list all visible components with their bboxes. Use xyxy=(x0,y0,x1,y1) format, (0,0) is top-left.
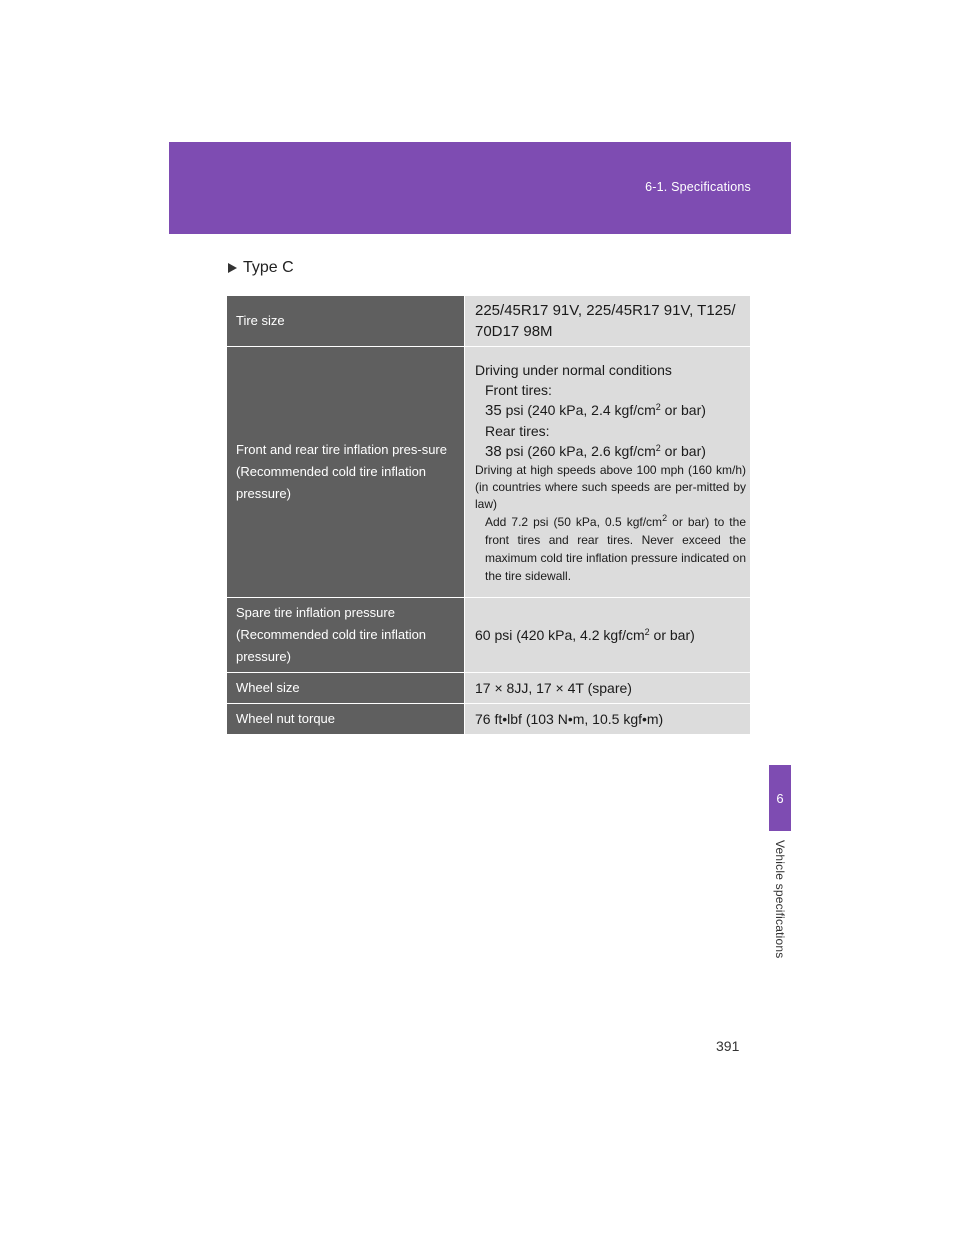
superscript: 2 xyxy=(662,512,668,523)
section-title: 6-1. Specifications xyxy=(645,180,751,194)
table-row xyxy=(227,347,750,598)
inflation-value xyxy=(465,347,751,598)
high-speed-note xyxy=(475,513,746,585)
rear-value: 38 xyxy=(485,442,502,460)
chapter-title: Vehicle specifications xyxy=(773,840,787,959)
triangle-bullet-icon xyxy=(228,263,237,273)
rear-unit: psi (260 kPa, 2.6 kgf/cm xyxy=(505,442,656,459)
chapter-number-tab: 6 xyxy=(769,765,791,831)
high-speed-text-start: Add 7.2 psi (50 kPa, 0.5 kgf/cm xyxy=(485,514,663,529)
spare-value-end: or bar) xyxy=(653,627,695,643)
high-speed-text-end: or bar) to the front tires and rear tires. Never exceed the maximum cold tire inflation pressure indicated on the tire sidewall. xyxy=(485,514,746,583)
table-row xyxy=(227,673,750,704)
tire-size-label: Tire size xyxy=(227,296,465,347)
page-number: 391 xyxy=(716,1038,740,1054)
rear-unit-end: or bar) xyxy=(664,442,706,459)
high-speed-heading: Driving at high speeds above 100 mph (160 km/h) (in countries where such speeds are per-mitted by law) xyxy=(475,462,746,511)
spare-value-start: 60 psi (420 kPa, 4.2 kgf/cm xyxy=(475,627,645,643)
table-row xyxy=(227,296,750,347)
superscript: 2 xyxy=(655,401,661,412)
torque-label: Wheel nut torque xyxy=(227,704,465,735)
tire-size-text: 225/45R17 91V, 225/45R17 91V, T125/ 70D17 98M xyxy=(475,302,736,340)
normal-conditions-heading: Driving under normal conditions xyxy=(475,361,672,378)
spec-table xyxy=(227,296,750,735)
spare-label: Spare tire inflation pressure (Recommended cold tire inflation pressure) xyxy=(227,598,465,673)
superscript: 2 xyxy=(644,627,650,637)
section-header-bar xyxy=(169,142,791,234)
front-value: 35 xyxy=(485,401,502,419)
torque-value: 76 ft•lbf (103 N•m, 10.5 kgf•m) xyxy=(465,704,751,735)
tire-size-value xyxy=(465,296,751,347)
table-row xyxy=(227,598,750,673)
spare-value xyxy=(465,598,751,673)
rear-tires-pressure xyxy=(475,441,746,462)
table-row xyxy=(227,704,750,735)
inflation-label: Front and rear tire inflation pres-sure (Recommended cold tire inflation pressure) xyxy=(227,347,465,598)
type-heading xyxy=(228,259,294,277)
wheel-size-value: 17 × 8JJ, 17 × 4T (spare) xyxy=(465,673,751,704)
front-tires-label: Front tires: xyxy=(485,381,552,398)
wheel-size-label: Wheel size xyxy=(227,673,465,704)
front-tires-pressure xyxy=(475,400,746,421)
front-unit-end: or bar) xyxy=(664,401,706,418)
type-heading-text: Type C xyxy=(243,259,294,276)
superscript: 2 xyxy=(655,442,661,453)
front-unit: psi (240 kPa, 2.4 kgf/cm xyxy=(505,401,656,418)
rear-tires-label: Rear tires: xyxy=(485,422,550,439)
